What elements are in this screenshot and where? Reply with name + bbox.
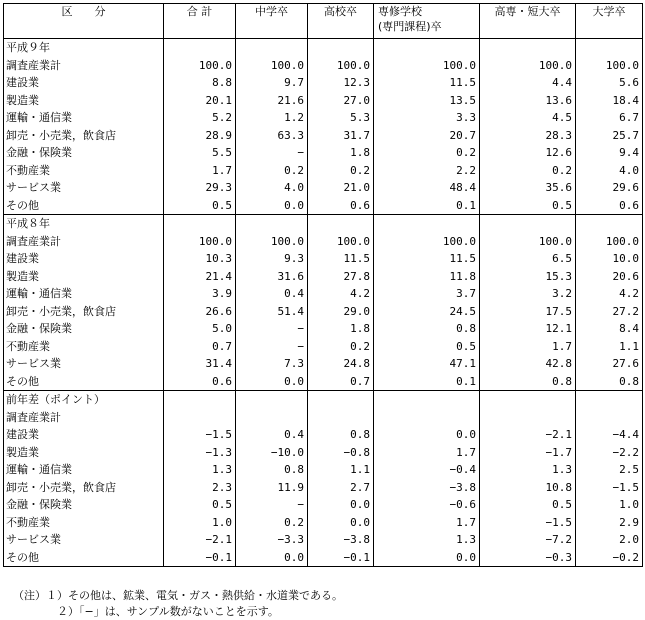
- value-cell: 1.7: [480, 338, 576, 356]
- value-cell: 31.4: [164, 355, 236, 373]
- table-row: [4, 127, 643, 145]
- value-cell: 17.5: [480, 303, 576, 321]
- industry-table: [3, 3, 643, 567]
- value-cell: 6.7: [576, 109, 643, 127]
- value-cell: 0.2: [236, 514, 308, 532]
- value-cell: 20.6: [576, 268, 643, 286]
- table-row: [4, 409, 643, 427]
- document: [3, 3, 642, 618]
- table-row: [4, 514, 643, 532]
- value-cell: 24.8: [308, 355, 374, 373]
- value-cell: 0.2: [308, 338, 374, 356]
- value-cell: 0.4: [236, 285, 308, 303]
- value-cell: 27.8: [308, 268, 374, 286]
- header-high-school: 高校卒: [308, 4, 374, 39]
- value-cell: 0.2: [236, 162, 308, 180]
- value-cell: 8.4: [576, 320, 643, 338]
- value-cell: 0.8: [576, 373, 643, 391]
- row-label: 建設業: [4, 426, 164, 444]
- value-cell: 1.1: [308, 461, 374, 479]
- value-cell: −1.3: [164, 444, 236, 462]
- table-row: [4, 92, 643, 110]
- row-label: その他: [4, 373, 164, 391]
- value-cell: 3.7: [374, 285, 480, 303]
- value-cell: [236, 409, 308, 427]
- table-row: [4, 268, 643, 286]
- header-row: [4, 4, 643, 39]
- empty-cell: [480, 215, 576, 233]
- value-cell: 100.0: [576, 233, 643, 251]
- value-cell: 100.0: [576, 57, 643, 75]
- table-row: [4, 461, 643, 479]
- table-row: [4, 320, 643, 338]
- value-cell: 25.7: [576, 127, 643, 145]
- table-row: [4, 74, 643, 92]
- value-cell: 100.0: [480, 57, 576, 75]
- section-title: 前年差（ポイント）: [4, 391, 164, 409]
- value-cell: 29.3: [164, 179, 236, 197]
- value-cell: 27.2: [576, 303, 643, 321]
- value-cell: 21.0: [308, 179, 374, 197]
- row-label: 製造業: [4, 444, 164, 462]
- value-cell: 100.0: [374, 233, 480, 251]
- footnotes: [13, 588, 343, 620]
- value-cell: 2.3: [164, 479, 236, 497]
- row-label: その他: [4, 197, 164, 215]
- value-cell: −0.4: [374, 461, 480, 479]
- section-title-row: [4, 39, 643, 57]
- value-cell: −0.1: [164, 549, 236, 567]
- empty-cell: [480, 39, 576, 57]
- value-cell: 0.0: [308, 514, 374, 532]
- value-cell: 13.6: [480, 92, 576, 110]
- value-cell: 0.6: [576, 197, 643, 215]
- row-label: 運輸・通信業: [4, 109, 164, 127]
- value-cell: 1.8: [308, 320, 374, 338]
- table-row: [4, 197, 643, 215]
- empty-cell: [164, 39, 236, 57]
- value-cell: 29.0: [308, 303, 374, 321]
- value-cell: 100.0: [164, 57, 236, 75]
- value-cell: 5.2: [164, 109, 236, 127]
- value-cell: 2.0: [576, 531, 643, 549]
- table-row: [4, 303, 643, 321]
- value-cell: 3.2: [480, 285, 576, 303]
- value-cell: 1.3: [164, 461, 236, 479]
- empty-cell: [164, 391, 236, 409]
- row-label: 調査産業計: [4, 409, 164, 427]
- section-title-row: [4, 391, 643, 409]
- table-row: [4, 179, 643, 197]
- table-row: [4, 373, 643, 391]
- value-cell: 11.5: [308, 250, 374, 268]
- value-cell: −7.2: [480, 531, 576, 549]
- value-cell: 11.8: [374, 268, 480, 286]
- value-cell: −0.6: [374, 496, 480, 514]
- value-cell: 0.2: [308, 162, 374, 180]
- value-cell: 100.0: [308, 57, 374, 75]
- empty-cell: [308, 391, 374, 409]
- value-cell: 12.3: [308, 74, 374, 92]
- value-cell: 0.8: [236, 461, 308, 479]
- empty-cell: [480, 391, 576, 409]
- value-cell: 1.2: [236, 109, 308, 127]
- value-cell: 6.5: [480, 250, 576, 268]
- value-cell: −: [236, 320, 308, 338]
- value-cell: 18.4: [576, 92, 643, 110]
- value-cell: [308, 409, 374, 427]
- value-cell: 0.4: [236, 426, 308, 444]
- row-label: 調査産業計: [4, 57, 164, 75]
- table-row: [4, 479, 643, 497]
- value-cell: 48.4: [374, 179, 480, 197]
- value-cell: 100.0: [236, 57, 308, 75]
- row-label: 調査産業計: [4, 233, 164, 251]
- value-cell: −4.4: [576, 426, 643, 444]
- value-cell: 5.5: [164, 144, 236, 162]
- value-cell: −0.3: [480, 549, 576, 567]
- empty-cell: [164, 215, 236, 233]
- value-cell: 1.1: [576, 338, 643, 356]
- value-cell: 9.4: [576, 144, 643, 162]
- value-cell: 1.8: [308, 144, 374, 162]
- value-cell: [576, 409, 643, 427]
- value-cell: 3.3: [374, 109, 480, 127]
- value-cell: −: [236, 338, 308, 356]
- value-cell: 2.2: [374, 162, 480, 180]
- row-label: 不動産業: [4, 162, 164, 180]
- value-cell: 42.8: [480, 355, 576, 373]
- value-cell: 2.5: [576, 461, 643, 479]
- table-row: [4, 144, 643, 162]
- value-cell: 0.5: [164, 197, 236, 215]
- value-cell: 4.2: [308, 285, 374, 303]
- value-cell: 1.3: [374, 531, 480, 549]
- value-cell: 15.3: [480, 268, 576, 286]
- value-cell: 0.6: [164, 373, 236, 391]
- row-label: 運輸・通信業: [4, 461, 164, 479]
- value-cell: 8.8: [164, 74, 236, 92]
- row-label: その他: [4, 549, 164, 567]
- row-label: 卸売・小売業，飲食店: [4, 479, 164, 497]
- value-cell: 21.4: [164, 268, 236, 286]
- value-cell: 24.5: [374, 303, 480, 321]
- value-cell: 4.2: [576, 285, 643, 303]
- value-cell: 63.3: [236, 127, 308, 145]
- value-cell: 20.1: [164, 92, 236, 110]
- row-label: サービス業: [4, 355, 164, 373]
- value-cell: 100.0: [480, 233, 576, 251]
- value-cell: 51.4: [236, 303, 308, 321]
- row-label: 建設業: [4, 250, 164, 268]
- header-junior-high: 中学卒: [236, 4, 308, 39]
- value-cell: 31.7: [308, 127, 374, 145]
- value-cell: −0.2: [576, 549, 643, 567]
- value-cell: 0.5: [480, 197, 576, 215]
- value-cell: [164, 409, 236, 427]
- value-cell: 9.7: [236, 74, 308, 92]
- value-cell: 26.6: [164, 303, 236, 321]
- row-label: サービス業: [4, 179, 164, 197]
- empty-cell: [576, 391, 643, 409]
- value-cell: −0.8: [308, 444, 374, 462]
- table-row: [4, 109, 643, 127]
- table-row: [4, 338, 643, 356]
- value-cell: 5.6: [576, 74, 643, 92]
- value-cell: −0.1: [308, 549, 374, 567]
- row-label: 製造業: [4, 268, 164, 286]
- value-cell: 27.0: [308, 92, 374, 110]
- header-vocational: 専修学校 (専門課程)卒: [374, 4, 480, 39]
- row-label: 製造業: [4, 92, 164, 110]
- footnote-2: ２）「−」は、サンプル数がないことを示す。: [57, 605, 279, 618]
- value-cell: −3.8: [308, 531, 374, 549]
- value-cell: 0.0: [374, 549, 480, 567]
- table-body: [4, 39, 643, 567]
- value-cell: 11.5: [374, 74, 480, 92]
- header-total: 合 計: [164, 4, 236, 39]
- value-cell: −2.2: [576, 444, 643, 462]
- row-label: 金融・保険業: [4, 144, 164, 162]
- empty-cell: [576, 215, 643, 233]
- value-cell: 20.7: [374, 127, 480, 145]
- row-label: 不動産業: [4, 338, 164, 356]
- table-row: [4, 444, 643, 462]
- value-cell: 0.7: [164, 338, 236, 356]
- section-title: 平成８年: [4, 215, 164, 233]
- table-row: [4, 549, 643, 567]
- table-row: [4, 531, 643, 549]
- value-cell: 1.0: [164, 514, 236, 532]
- empty-cell: [236, 39, 308, 57]
- value-cell: −3.8: [374, 479, 480, 497]
- value-cell: 9.3: [236, 250, 308, 268]
- value-cell: 10.8: [480, 479, 576, 497]
- value-cell: −10.0: [236, 444, 308, 462]
- value-cell: 0.7: [308, 373, 374, 391]
- value-cell: 35.6: [480, 179, 576, 197]
- value-cell: 2.9: [576, 514, 643, 532]
- table-row: [4, 57, 643, 75]
- row-label: 建設業: [4, 74, 164, 92]
- table-row: [4, 285, 643, 303]
- row-label: 卸売・小売業，飲食店: [4, 127, 164, 145]
- value-cell: 0.0: [374, 426, 480, 444]
- value-cell: 28.3: [480, 127, 576, 145]
- section-title: 平成９年: [4, 39, 164, 57]
- value-cell: 10.0: [576, 250, 643, 268]
- value-cell: 0.5: [480, 496, 576, 514]
- row-label: 運輸・通信業: [4, 285, 164, 303]
- empty-cell: [308, 215, 374, 233]
- value-cell: 3.9: [164, 285, 236, 303]
- value-cell: 0.8: [308, 426, 374, 444]
- table-row: [4, 426, 643, 444]
- value-cell: 12.1: [480, 320, 576, 338]
- value-cell: 0.0: [236, 373, 308, 391]
- value-cell: −1.5: [576, 479, 643, 497]
- value-cell: 5.3: [308, 109, 374, 127]
- value-cell: 27.6: [576, 355, 643, 373]
- value-cell: 21.6: [236, 92, 308, 110]
- value-cell: 0.8: [480, 373, 576, 391]
- empty-cell: [374, 39, 480, 57]
- empty-cell: [576, 39, 643, 57]
- empty-cell: [236, 215, 308, 233]
- value-cell: −1.7: [480, 444, 576, 462]
- value-cell: 7.3: [236, 355, 308, 373]
- empty-cell: [374, 391, 480, 409]
- value-cell: 0.6: [308, 197, 374, 215]
- value-cell: 0.0: [236, 549, 308, 567]
- value-cell: 29.6: [576, 179, 643, 197]
- value-cell: 0.0: [236, 197, 308, 215]
- empty-cell: [236, 391, 308, 409]
- header-category: 区 分: [4, 4, 164, 39]
- value-cell: 28.9: [164, 127, 236, 145]
- value-cell: 0.8: [374, 320, 480, 338]
- value-cell: 1.3: [480, 461, 576, 479]
- value-cell: −1.5: [480, 514, 576, 532]
- value-cell: 100.0: [308, 233, 374, 251]
- value-cell: 0.1: [374, 197, 480, 215]
- value-cell: 0.2: [480, 162, 576, 180]
- section-title-row: [4, 215, 643, 233]
- table-row: [4, 355, 643, 373]
- value-cell: 47.1: [374, 355, 480, 373]
- footnote-1: （注）１）その他は、鉱業、電気・ガス・熱供給・水道業である。: [13, 589, 343, 602]
- value-cell: −2.1: [480, 426, 576, 444]
- value-cell: 1.7: [164, 162, 236, 180]
- empty-cell: [374, 215, 480, 233]
- value-cell: −3.3: [236, 531, 308, 549]
- row-label: 卸売・小売業，飲食店: [4, 303, 164, 321]
- value-cell: 4.0: [576, 162, 643, 180]
- value-cell: 0.5: [164, 496, 236, 514]
- value-cell: 0.2: [374, 144, 480, 162]
- value-cell: −2.1: [164, 531, 236, 549]
- value-cell: 4.4: [480, 74, 576, 92]
- value-cell: 100.0: [374, 57, 480, 75]
- table-row: [4, 233, 643, 251]
- value-cell: 11.5: [374, 250, 480, 268]
- row-label: 不動産業: [4, 514, 164, 532]
- row-label: サービス業: [4, 531, 164, 549]
- value-cell: 0.0: [308, 496, 374, 514]
- table-row: [4, 250, 643, 268]
- value-cell: 0.5: [374, 338, 480, 356]
- value-cell: 0.1: [374, 373, 480, 391]
- value-cell: 1.0: [576, 496, 643, 514]
- table-row: [4, 496, 643, 514]
- header-university: 大学卒: [576, 4, 643, 39]
- row-label: 金融・保険業: [4, 496, 164, 514]
- value-cell: −: [236, 144, 308, 162]
- value-cell: 13.5: [374, 92, 480, 110]
- value-cell: −: [236, 496, 308, 514]
- value-cell: 4.5: [480, 109, 576, 127]
- value-cell: 100.0: [236, 233, 308, 251]
- value-cell: 100.0: [164, 233, 236, 251]
- value-cell: 4.0: [236, 179, 308, 197]
- value-cell: 11.9: [236, 479, 308, 497]
- value-cell: 12.6: [480, 144, 576, 162]
- header-college: 高専・短大卒: [480, 4, 576, 39]
- value-cell: 1.7: [374, 514, 480, 532]
- empty-cell: [308, 39, 374, 57]
- value-cell: [374, 409, 480, 427]
- value-cell: [480, 409, 576, 427]
- value-cell: 1.7: [374, 444, 480, 462]
- value-cell: 5.0: [164, 320, 236, 338]
- value-cell: 2.7: [308, 479, 374, 497]
- table-row: [4, 162, 643, 180]
- row-label: 金融・保険業: [4, 320, 164, 338]
- value-cell: 10.3: [164, 250, 236, 268]
- value-cell: 31.6: [236, 268, 308, 286]
- value-cell: −1.5: [164, 426, 236, 444]
